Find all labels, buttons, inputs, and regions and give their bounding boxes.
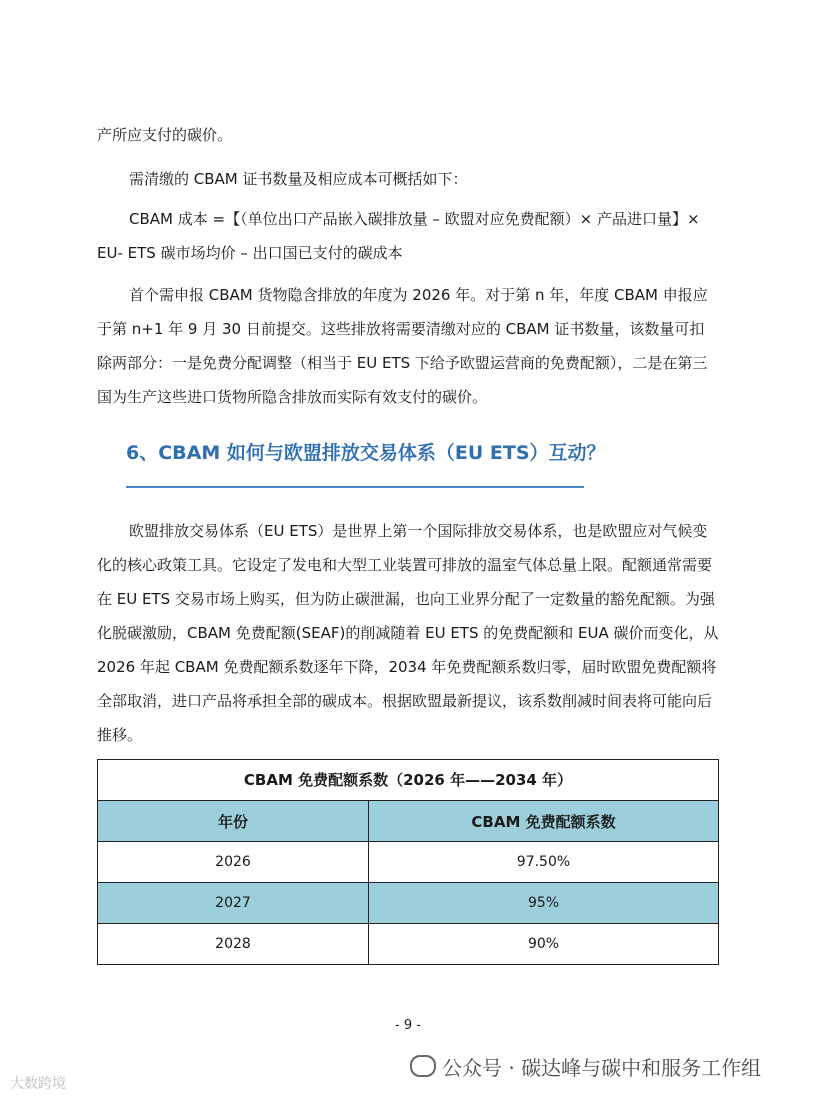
watermark-text: 公众号 · 碳达峰与碳中和服务工作组: [442, 1056, 762, 1080]
table-row: [98, 883, 719, 924]
table-cell-year: 2026: [98, 842, 369, 883]
table-cell-coefficient: 90%: [369, 924, 719, 965]
seaf-table: [97, 759, 719, 965]
table-cell-year: 2028: [98, 924, 369, 965]
paragraph-intro-line: 需清缴的 CBAM 证书数量及相应成本可概括如下：: [129, 170, 468, 188]
watermark-secondary: 大数跨境: [10, 1076, 66, 1092]
table-cell-year: 2027: [98, 883, 369, 924]
table-header-year: 年份: [98, 801, 369, 842]
paragraph-ets-body: 欧盟排放交易体系（EU ETS）是世界上第一个国际排放交易体系，也是欧盟应对气候变化的核心政策工具。它设定了发电和大型工业装置可排放的温室气体总量上限。配额通常需要在 EU ETS 交易市场上购买，但为防止碳泄漏，也向工业界分配了一定数量的豁免配额。为强化脱碳激励，CBAM 免费配额(SEAF)的削减随着 EU ETS 的免费配额和 EUA 碳价而变化，从 2026 年起 CBAM 免费配额系数逐年下降，2034 年免费配额系数归零，届时欧盟免费配额将全部取消，进口产品将承担全部的碳成本。根据欧盟最新提议，该系数削减时间表将可能向后推移。: [97, 522, 719, 744]
heading-underline: [126, 486, 584, 488]
section-heading: 6、CBAM 如何与欧盟排放交易体系（EU ETS）互动？: [126, 442, 606, 464]
paragraph-formula: CBAM 成本 =【（单位出口产品嵌入碳排放量 – 欧盟对应免费配额）× 产品进口量】× EU- ETS 碳市场均价 – 出口国已支付的碳成本: [97, 210, 700, 262]
table-cell-coefficient: 95%: [369, 883, 719, 924]
table-row: [98, 842, 719, 883]
table-cell-coefficient: 97.50%: [369, 842, 719, 883]
paragraph-declaration: 首个需申报 CBAM 货物隐含排放的年度为 2026 年。对于第 n 年，年度 CBAM 申报应于第 n+1 年 9 月 30 日前提交。这些排放将需要清缴对应的 CBAM 证书数量，该数量可扣除两部分：一是免费分配调整（相当于 EU ETS 下给予欧盟运营商的免费配额），二是在第三国为生产这些进口货物所隐含排放而实际有效支付的碳价。: [97, 286, 708, 406]
wechat-icon: [410, 1055, 436, 1077]
table-title: CBAM 免费配额系数（2026 年——2034 年）: [97, 759, 719, 800]
watermark: [410, 1052, 761, 1081]
table-row: [98, 924, 719, 965]
table-header-row: [98, 801, 719, 842]
paragraph-intro-tail: 产所应支付的碳价。: [97, 126, 233, 144]
table-header-coefficient: CBAM 免费配额系数: [369, 801, 719, 842]
page-number: - 9 -: [395, 1018, 421, 1033]
